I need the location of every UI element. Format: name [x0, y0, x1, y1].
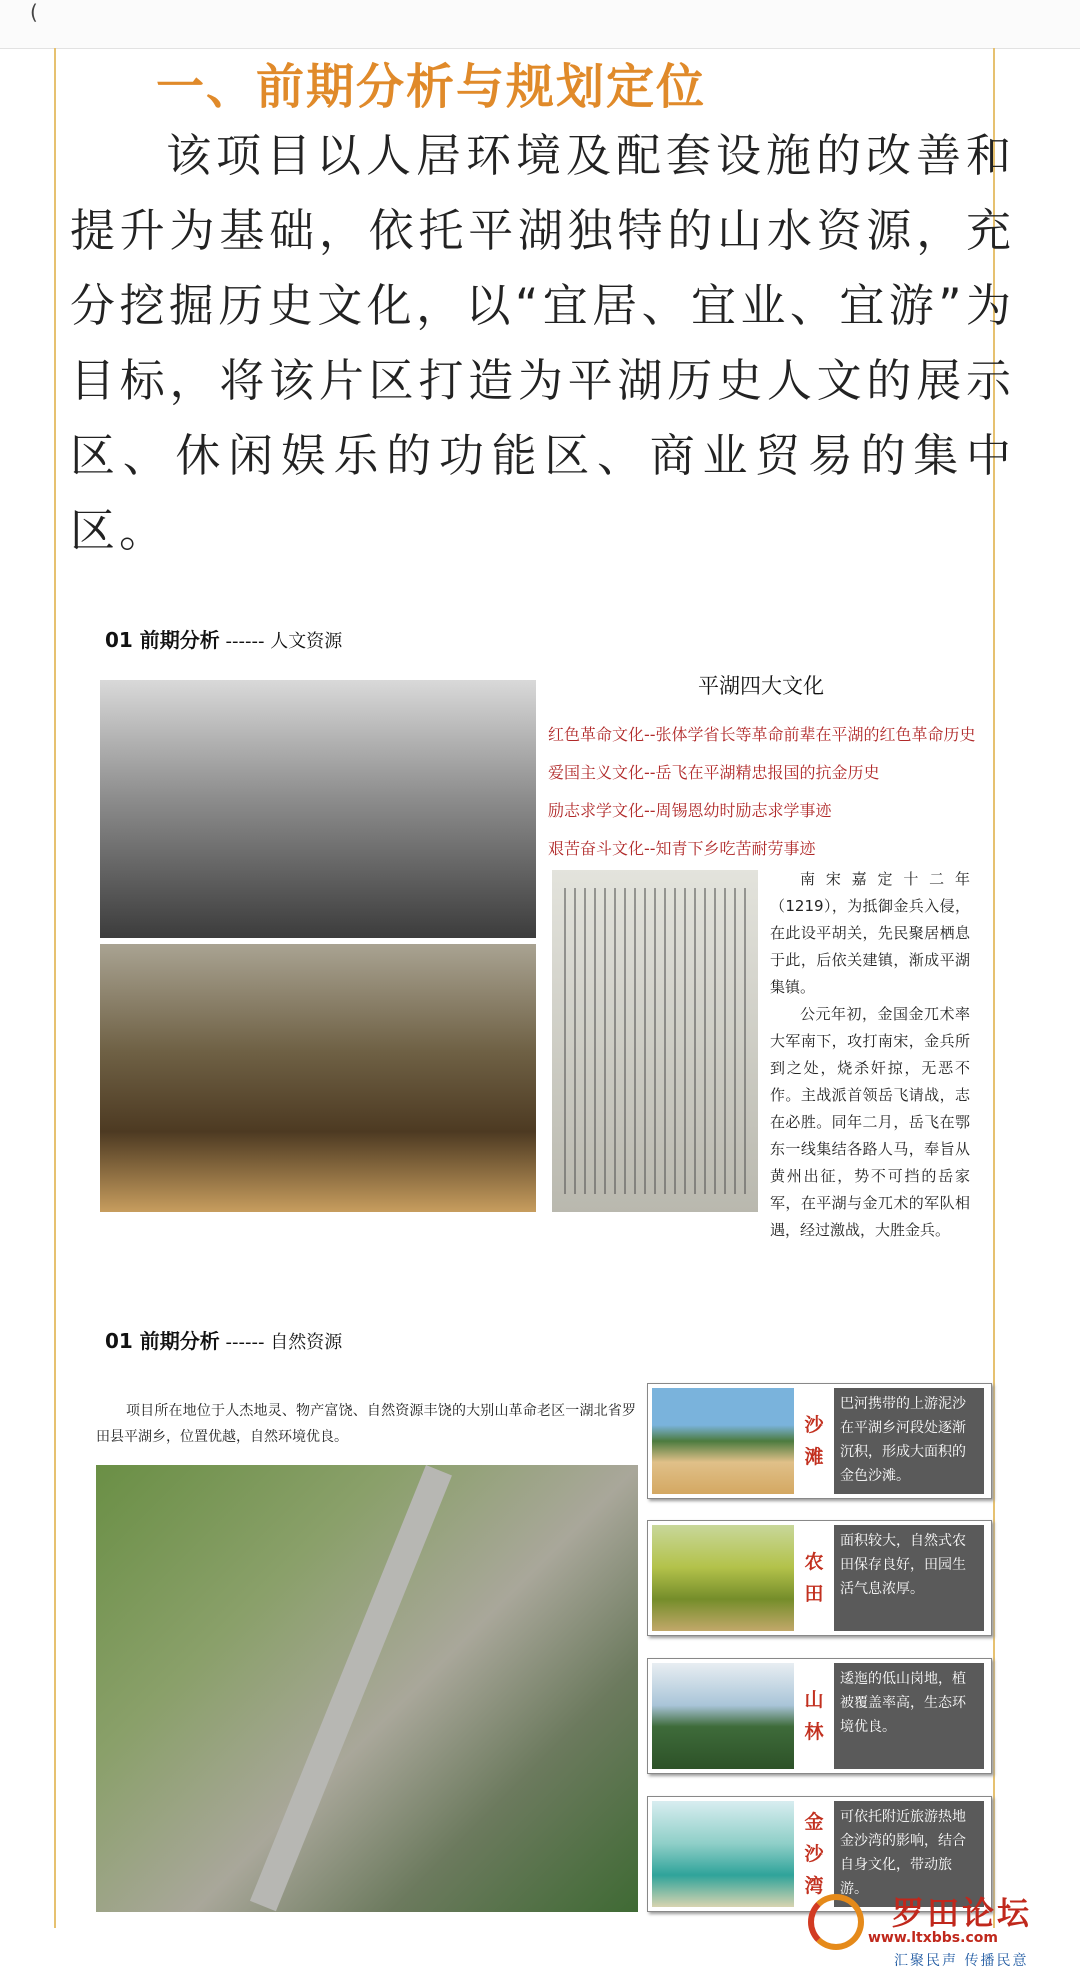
- humanities-heading-sub: ------ 人文资源: [219, 631, 343, 652]
- culture-item: 爱国主义文化--岳飞在平湖精忠报国的抗金历史: [548, 763, 880, 782]
- nature-heading-sub: ------ 自然资源: [219, 1332, 343, 1353]
- culture-title: 平湖四大文化: [698, 674, 824, 698]
- humanities-heading-bold: 01 前期分析: [105, 628, 220, 652]
- resource-card-golden-bay: 金 沙 湾 可依托附近旅游热地金沙湾的影响，结合自身文化，带动旅游。: [647, 1796, 992, 1912]
- culture-item: 红色革命文化--张体学省长等革命前辈在平湖的红色革命历史: [548, 725, 976, 744]
- logo-slogan: 汇聚民声 传播民意: [894, 1953, 1029, 1969]
- battle-illustration-image: [100, 680, 536, 938]
- card-description: 面积较大，自然式农田保存良好，田园生活气息浓厚。: [834, 1525, 984, 1631]
- card-description: 逶迤的低山岗地，植被覆盖率高，生态环境优良。: [834, 1663, 984, 1769]
- forum-logo: [802, 1886, 1080, 1971]
- resource-card-forest: 山 林 逶迤的低山岗地，植被覆盖率高，生态环境优良。: [647, 1658, 992, 1774]
- aerial-town-photo-image: [96, 1465, 638, 1912]
- logo-url: www.ltxbbs.com: [868, 1930, 998, 1946]
- golden-bay-thumbnail-image: [652, 1801, 794, 1907]
- corner-mark: (: [30, 0, 38, 24]
- cavalry-photo-image: [100, 944, 536, 1212]
- card-description: 可依托附近旅游热地金沙湾的影响，结合自身文化，带动旅游。: [834, 1801, 984, 1907]
- forest-thumbnail-image: [652, 1663, 794, 1769]
- intro-paragraph: 该项目以人居环境及配套设施的改善和提升为基础，依托平湖独特的山水资源，充分挖掘历史文化，以“宜居、宜业、宜游”为目标，将该片区打造为平湖历史人文的展示区、休闲娱乐的功能区、商业贸易的集中区。: [70, 129, 1015, 557]
- top-bar: [0, 0, 1080, 49]
- nature-description: 项目所在地位于人杰地灵、物产富饶、自然资源丰饶的大别山革命老区一湖北省罗田县平湖乡，位置优越，自然环境优良。: [96, 1403, 636, 1445]
- beach-thumbnail-image: [652, 1388, 794, 1494]
- logo-swirl-icon: [808, 1894, 864, 1950]
- logo-name: 罗田论坛: [892, 1894, 1033, 1932]
- history-paragraph: 公元年初，金国金兀术率大军南下，攻打南宋，金兵所到之处，烧杀奸掠，无恶不作。主战派首领岳飞请战，志在必胜。同年二月，岳飞在鄂东一线集结各路人马，奉旨从黄州出征，势不可挡的岳家军，在平湖与金兀术的军队相遇，经过激战，大胜金兵。: [770, 1005, 970, 1239]
- history-paragraph: 南宋嘉定十二年（1219），为抵御金兵入侵，在此设平胡关，先民聚居栖息于此，后依关建镇，渐成平湖集镇。: [770, 870, 970, 996]
- resource-card-beach: 沙 滩 巴河携带的上游泥沙在平湖乡河段处逐渐沉积，形成大面积的金色沙滩。: [647, 1383, 992, 1499]
- nature-heading: [105, 1325, 342, 1354]
- culture-item: 励志求学文化--周锡恩幼时励志求学事迹: [548, 801, 832, 820]
- old-book-page-image: [552, 870, 758, 1212]
- section-title: 一、前期分析与规划定位: [156, 59, 707, 115]
- yue-fei-history-text: [770, 866, 970, 1244]
- resource-card-farmland: 农 田 面积较大，自然式农田保存良好，田园生活气息浓厚。: [647, 1520, 992, 1636]
- farmland-thumbnail-image: [652, 1525, 794, 1631]
- humanities-heading: [105, 624, 342, 653]
- culture-item: 艰苦奋斗文化--知青下乡吃苦耐劳事迹: [548, 839, 816, 858]
- card-description: 巴河携带的上游泥沙在平湖乡河段处逐渐沉积，形成大面积的金色沙滩。: [834, 1388, 984, 1494]
- nature-heading-bold: 01 前期分析: [105, 1329, 220, 1353]
